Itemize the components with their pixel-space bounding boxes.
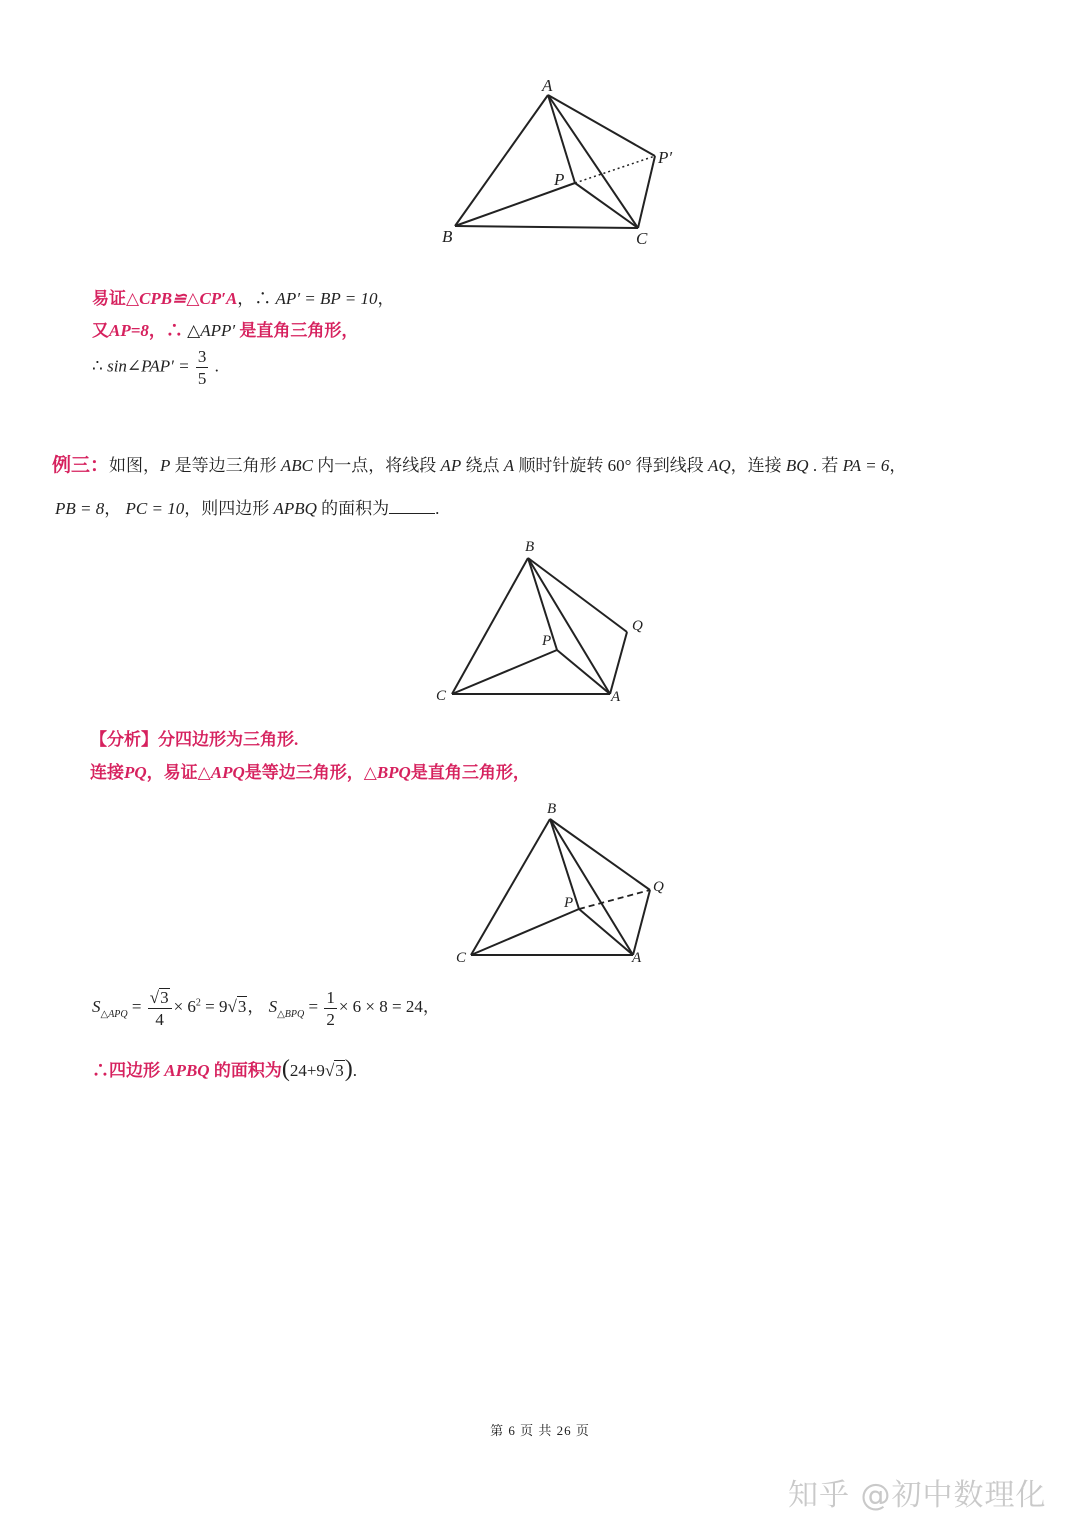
page-footer: 第 6 页 共 26 页 bbox=[490, 1423, 590, 1438]
text: ∴四边形 bbox=[92, 1061, 160, 1080]
figure-3 bbox=[445, 792, 685, 972]
text: 是等边三角形 bbox=[174, 456, 277, 475]
therefore-sign: ，∴ bbox=[237, 289, 272, 308]
text: ， bbox=[104, 499, 122, 518]
text: ， bbox=[889, 456, 907, 475]
figure-3-label-c: C bbox=[456, 950, 467, 966]
period: . bbox=[435, 499, 440, 518]
figure-3-label-p: P bbox=[564, 895, 574, 911]
fraction-denominator: 2 bbox=[326, 1009, 335, 1029]
fraction-numerator: √3 bbox=[148, 988, 172, 1009]
figure-1-label-a: A bbox=[542, 76, 553, 95]
fraction-three-fifths bbox=[196, 348, 209, 387]
text: 的面积为 bbox=[321, 499, 390, 518]
times-six: × 6 bbox=[173, 996, 196, 1016]
math-var: △BPQ bbox=[363, 763, 411, 782]
text: ，则四边形 bbox=[184, 499, 270, 518]
text: 如图， bbox=[109, 456, 161, 475]
figure-2-label-p: P bbox=[542, 633, 552, 649]
math-var: PA = 6 bbox=[842, 456, 890, 475]
example-3-line-1 bbox=[52, 450, 906, 477]
figure-1-lines bbox=[455, 95, 655, 228]
fraction-root3-over-4 bbox=[148, 988, 172, 1028]
comma: ， bbox=[377, 289, 395, 308]
text-easy-proof: 易证 bbox=[92, 289, 126, 308]
figure-2-label-a: A bbox=[611, 689, 621, 705]
subscript: △APQ bbox=[100, 1008, 128, 1020]
text: 的面积为 bbox=[213, 1061, 282, 1080]
analysis-line-1 bbox=[90, 725, 298, 750]
text: ，连接 bbox=[730, 456, 782, 475]
expression: 24+9 bbox=[289, 1061, 325, 1080]
therefore-sign: ∴ bbox=[92, 356, 103, 376]
comma: ， bbox=[247, 996, 265, 1016]
text: ，易证 bbox=[146, 763, 198, 782]
text: 顺时针旋转 60° 得到线段 bbox=[518, 456, 704, 475]
math-var: APBQ bbox=[164, 1061, 210, 1080]
figure-3-label-q: Q bbox=[653, 879, 664, 895]
example-3-label: 例三： bbox=[52, 455, 110, 476]
math-var: PB = 8 bbox=[55, 499, 105, 518]
text: . 若 bbox=[812, 456, 839, 475]
math-var: PQ bbox=[124, 763, 147, 782]
subscript: △BPQ bbox=[277, 1008, 305, 1020]
figure-1-label-p-prime: P′ bbox=[658, 148, 673, 167]
math-var: AQ bbox=[708, 456, 731, 475]
figure-1-label-p: P bbox=[554, 170, 565, 189]
figure-3-lines bbox=[471, 819, 650, 955]
figure-1-label-c: C bbox=[636, 229, 648, 248]
text-also: 又 bbox=[92, 321, 109, 340]
math-var: AP bbox=[440, 456, 462, 475]
solution-1-line-3 bbox=[92, 348, 219, 387]
period: . bbox=[352, 1061, 358, 1080]
right-paren: ) bbox=[344, 1056, 353, 1082]
equals: = bbox=[131, 996, 142, 1016]
math-var: P bbox=[160, 456, 171, 475]
figure-3-label-b: B bbox=[547, 801, 557, 817]
product-expression: × 6 × 8 = 24 bbox=[338, 996, 423, 1016]
area-formula: $S_{\triangle APQ}$ = $\frac{√3}{4}$ × $6^2 = 9√3$， $S_{\triangle BPQ}$ = $\frac{1}{2}$ × 6 × 8 = 24， bbox=[92, 987, 440, 1029]
fraction-denominator: 4 bbox=[155, 1010, 164, 1029]
equals: = bbox=[308, 996, 319, 1016]
area-symbol: S bbox=[92, 996, 101, 1016]
area-symbol: S bbox=[268, 996, 278, 1016]
analysis-text: 分四边形为三角形. bbox=[158, 730, 299, 749]
figure-2-label-c: C bbox=[436, 688, 447, 704]
fraction-numerator: 1 bbox=[326, 987, 335, 1007]
text: 绕点 bbox=[465, 456, 500, 475]
sqrt-radicand: 3 bbox=[335, 1061, 344, 1080]
math-var: PC = 10 bbox=[125, 499, 185, 518]
equation-ap: AP=8 bbox=[109, 321, 149, 340]
equals-nine: = 9 bbox=[205, 996, 228, 1016]
figure-2 bbox=[425, 530, 665, 710]
solution-1-line-2 bbox=[92, 316, 358, 341]
triangle-app: △APP′ bbox=[187, 321, 236, 340]
text: 内一点，将线段 bbox=[317, 456, 437, 475]
sqrt-radicand: 3 bbox=[237, 996, 247, 1016]
figure-3-dashed-line bbox=[579, 890, 650, 909]
figure-1-label-b: B bbox=[442, 227, 453, 246]
solution-1-line-1 bbox=[92, 284, 394, 309]
math-var: △APQ bbox=[197, 763, 245, 782]
analysis-line-2 bbox=[90, 758, 530, 783]
figure-3-label-a: A bbox=[632, 950, 642, 966]
left-paren: ( bbox=[281, 1056, 290, 1082]
sine-expression: sin∠PAP′ = bbox=[107, 356, 190, 376]
math-var: A bbox=[503, 456, 515, 475]
example-3-line-2 bbox=[55, 494, 439, 519]
text: 是等边三角形， bbox=[244, 763, 364, 782]
figure-2-lines bbox=[452, 558, 627, 694]
sqrt-radicand: 3 bbox=[160, 988, 169, 1007]
watermark: 知乎 @初中数理化 bbox=[788, 1478, 1047, 1513]
figure-1 bbox=[430, 70, 690, 250]
congruence-statement: △CPB≌△CP′A bbox=[126, 289, 238, 308]
figure-2-label-q: Q bbox=[632, 618, 643, 634]
text: 是直角三角形， bbox=[410, 763, 530, 782]
answer-blank bbox=[389, 499, 435, 514]
comma: ， bbox=[422, 996, 440, 1016]
fraction-numerator: 3 bbox=[197, 347, 207, 366]
fraction-denominator: 5 bbox=[197, 369, 207, 388]
therefore-sign: ，∴ bbox=[148, 321, 183, 340]
math-var: ABC bbox=[280, 456, 314, 475]
fraction-one-half bbox=[324, 989, 337, 1028]
analysis-label: 【分析】 bbox=[90, 730, 158, 749]
equation-ap-bp: AP′ = BP = 10 bbox=[275, 289, 378, 308]
superscript: 2 bbox=[195, 997, 201, 1009]
text-right-triangle: 是直角三角形， bbox=[239, 321, 359, 340]
figure-1-dotted-line bbox=[575, 156, 655, 183]
figure-2-label-b: B bbox=[525, 539, 535, 555]
text: 连接 bbox=[90, 763, 124, 782]
conclusion-line: ∴四边形 APBQ 的面积为(24+9√3). bbox=[92, 1056, 358, 1082]
math-var: APBQ bbox=[273, 499, 317, 518]
period: . bbox=[214, 356, 219, 376]
math-var: BQ bbox=[785, 456, 809, 475]
